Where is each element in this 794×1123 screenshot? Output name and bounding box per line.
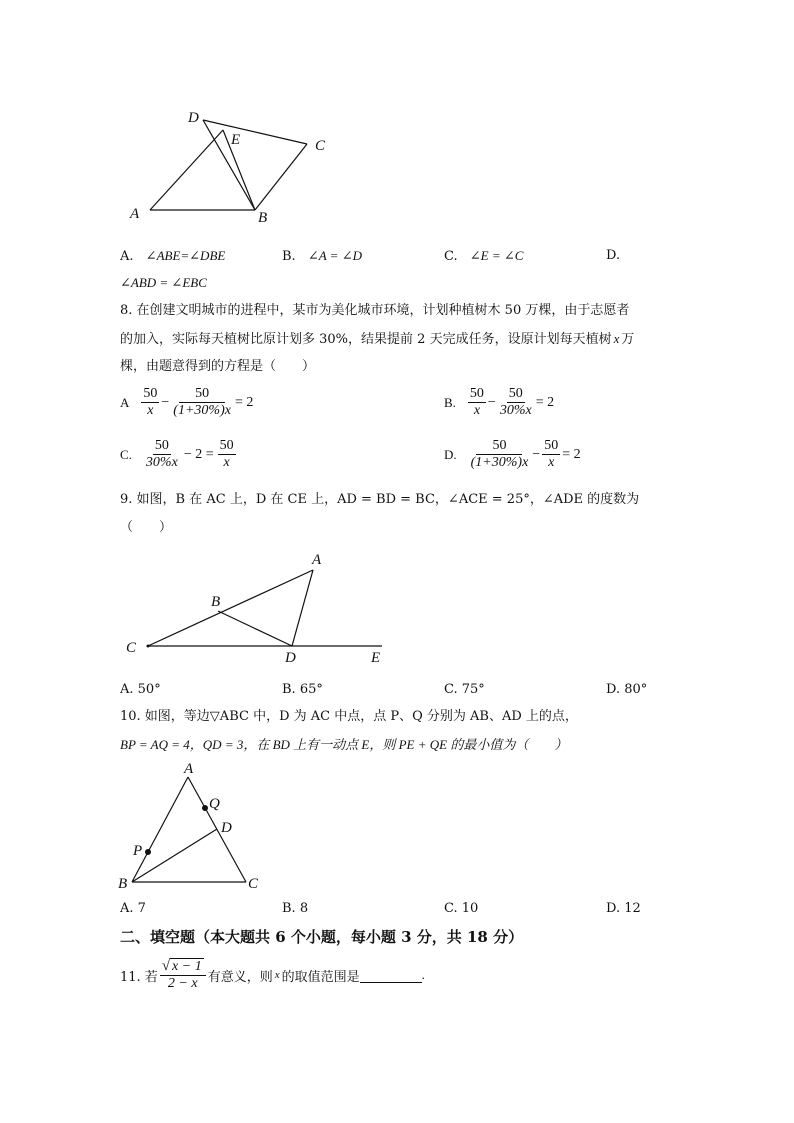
q8-a-rhs: = 2 bbox=[234, 394, 254, 410]
q10-label-P: P bbox=[133, 843, 143, 859]
q7-option-a-letter: A. bbox=[120, 249, 134, 264]
q9-label-D: D bbox=[285, 650, 296, 666]
q8-d-frac1: $\frac{50}{(1+30\%)x}$ bbox=[470, 438, 529, 470]
q11-fraction bbox=[160, 958, 206, 992]
q9-option-d: D. 80° bbox=[606, 682, 648, 697]
q11-prefix: 11. 若 bbox=[120, 969, 158, 985]
q7-label-A: A bbox=[130, 206, 140, 222]
q8-option-a-letter: A bbox=[120, 394, 130, 410]
q8-c-frac1: $\frac{50}{30\%x}$ bbox=[145, 438, 178, 470]
q8-a-frac1: $\frac{50}{x}$ bbox=[143, 386, 158, 418]
q9-line1: 9. 如图，B 在 AC 上，D 在 CE 上，AD = BD = BC，∠ACE = 25°，∠ADE 的度数为 bbox=[120, 492, 640, 507]
q10-option-d: D. 12 bbox=[606, 901, 641, 916]
q11-suffix-b: 的取值范围是 bbox=[281, 969, 360, 985]
q9-line2: （ ） bbox=[120, 520, 173, 535]
q8-b-frac2: $\frac{50}{30\%x}$ bbox=[499, 386, 532, 418]
q7-figure bbox=[120, 100, 350, 230]
q10-option-c: C. 10 bbox=[444, 901, 479, 916]
q11-radicand: x − 1 bbox=[172, 959, 202, 974]
q7-option-d-text: ∠ABD = ∠EBC bbox=[120, 275, 207, 290]
q7-option-b-letter: B. bbox=[282, 249, 296, 264]
q11-denominator: 2 − x bbox=[167, 976, 198, 991]
q8-b-rhs: = 2 bbox=[535, 394, 555, 410]
q9-option-b: B. 65° bbox=[282, 682, 323, 697]
q8-d-minus: − bbox=[532, 446, 541, 462]
q10-option-b: B. 8 bbox=[282, 901, 309, 916]
q8-line2-text: 的加入，实际每天植树比原计划多 30%，结果提前 2 天完成任务，设原计划每天植树 bbox=[120, 332, 612, 347]
q8-b-frac1: $\frac{50}{x}$ bbox=[469, 386, 484, 418]
q7-label-B: B bbox=[258, 210, 268, 226]
q9-option-a: A. 50° bbox=[120, 682, 161, 697]
q8-d-frac2: $\frac{50}{x}$ bbox=[544, 438, 559, 470]
q10-label-D: D bbox=[221, 820, 232, 836]
q10-figure bbox=[115, 760, 275, 895]
q8-option-c-letter: C. bbox=[120, 446, 132, 462]
q9-label-B: B bbox=[211, 594, 221, 610]
q8-option-d bbox=[444, 438, 581, 471]
q9-label-E: E bbox=[371, 650, 381, 666]
q11-line bbox=[120, 958, 425, 992]
q8-a-minus: − bbox=[161, 394, 170, 410]
q10-line1: 10. 如图，等边▽ABC 中，D 为 AC 中点，点 P、Q 分别为 AB、AD 上的点， bbox=[120, 709, 578, 724]
q11-answer-blank[interactable] bbox=[360, 968, 422, 983]
q9-label-C: C bbox=[126, 640, 137, 656]
q7-option-a-text: ∠ABE=∠DBE bbox=[145, 248, 226, 263]
q8-line2-var: x bbox=[613, 331, 620, 346]
q7-option-b bbox=[282, 246, 362, 267]
q8-a-frac2: $\frac{50}{(1+30\%)x}$ bbox=[173, 386, 231, 418]
q7-option-c-text: ∠E = ∠C bbox=[469, 248, 524, 263]
q9-figure bbox=[120, 548, 400, 670]
q7-label-D: D bbox=[188, 110, 199, 126]
q9-label-A: A bbox=[312, 552, 322, 568]
q7-option-c bbox=[444, 246, 523, 267]
q8-option-d-letter: D. bbox=[444, 446, 457, 462]
q8-d-rhs: = 2 bbox=[562, 446, 581, 462]
q8-option-a bbox=[120, 386, 253, 419]
q8-option-b bbox=[444, 386, 554, 419]
q7-label-C: C bbox=[315, 138, 326, 154]
q8-c-frac2: $\frac{50}{x}$ bbox=[219, 438, 234, 470]
q10-label-C: C bbox=[248, 876, 259, 892]
q7-option-b-text: ∠A = ∠D bbox=[307, 248, 362, 263]
q8-c-minus2: − 2 = bbox=[183, 446, 214, 462]
q7-option-a bbox=[120, 246, 225, 267]
q7-option-d-letter: D. bbox=[606, 248, 621, 263]
q8-line1: 8. 在创建文明城市的进程中，某市为美化城市环境，计划种植树木 50 万棵，由于志愿者 bbox=[120, 303, 630, 318]
q10-label-Q: Q bbox=[209, 796, 220, 812]
q11-end: . bbox=[421, 967, 425, 982]
q7-option-c-letter: C. bbox=[444, 249, 458, 264]
q11-var: x bbox=[274, 969, 280, 981]
q8-option-c bbox=[120, 438, 238, 471]
q10-line2: BP = AQ = 4，QD = 3，在 BD 上有一动点 E，则 PE + QE 的最小值为（ ） bbox=[120, 737, 568, 752]
q8-line3: 棵，由题意得到的方程是（ ） bbox=[120, 359, 316, 374]
q9-option-c: C. 75° bbox=[444, 682, 485, 697]
q10-option-a: A. 7 bbox=[120, 901, 146, 916]
q11-sqrt: √ x − 1 bbox=[161, 958, 202, 974]
section-2-title: 二、填空题（本大题共 6 个小题，每小题 3 分，共 18 分） bbox=[120, 928, 524, 946]
q10-label-A: A bbox=[184, 761, 194, 777]
q8-b-minus: − bbox=[487, 394, 496, 410]
q8-line2-unit: 万 bbox=[621, 332, 635, 347]
q10-label-B: B bbox=[118, 876, 128, 892]
q7-label-E: E bbox=[231, 132, 241, 148]
q8-option-b-letter: B. bbox=[444, 394, 456, 410]
q8-line2 bbox=[120, 329, 634, 350]
q11-suffix-a: 有意义，则 bbox=[207, 969, 273, 985]
